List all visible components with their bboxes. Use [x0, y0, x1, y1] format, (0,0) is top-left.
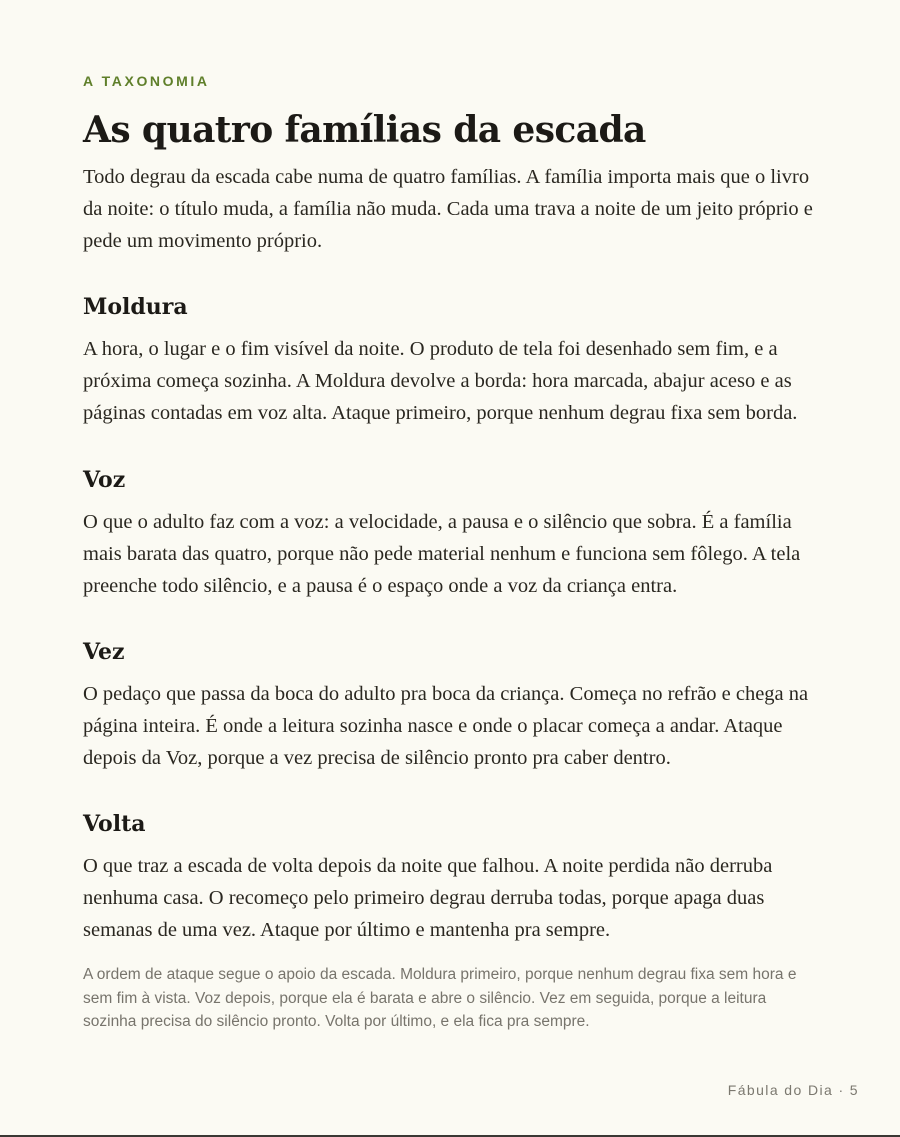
- page-title: As quatro famílias da escada: [83, 109, 646, 151]
- section-heading-volta: Volta: [83, 811, 146, 837]
- section-eyebrow: A TAXONOMIA: [83, 73, 210, 89]
- footnote: A ordem de ataque segue o apoio da escada. Moldura primeiro, porque nenhum degrau fixa sem hora e sem fim à vista. Voz depois, porque ela é barata e abre o silêncio. Vez em seguida, porque a leitura sozinha precisa do silêncio pronto. Volta por último, e ela fica pra sempre.: [83, 966, 797, 1030]
- section-body-voz: O que o adulto faz com a voz: a velocidade, a pausa e o silêncio que sobra. É a família mais barata das quatro, porque não pede material nenhum e funciona sem fôlego. A tela preenche todo silêncio, e a pausa é o espaço onde a voz da criança entra.: [83, 511, 801, 597]
- section-heading-vez: Vez: [83, 639, 125, 665]
- section-body-volta: O que traz a escada de volta depois da noite que falhou. A noite perdida não derruba nenhuma casa. O recomeço pelo primeiro degrau derruba todas, porque apaga duas semanas de uma vez. Ataque por último e mantenha pra sempre.: [83, 855, 773, 941]
- section-heading-moldura: Moldura: [83, 294, 188, 320]
- section-body-vez: O pedaço que passa da boca do adulto pra boca da criança. Começa no refrão e chega na página inteira. É onde a leitura sozinha nasce e onde o placar começa a andar. Ataque depois da Voz, porque a vez precisa de silêncio pronto pra caber dentro.: [83, 683, 809, 769]
- section-heading-voz: Voz: [83, 467, 126, 493]
- intro-paragraph: Todo degrau da escada cabe numa de quatro famílias. A família importa mais que o livro da noite: o título muda, a família não muda. Cada uma trava a noite de um jeito próprio e pede um movimento próprio.: [83, 166, 813, 252]
- section-body-moldura: A hora, o lugar e o fim visível da noite. O produto de tela foi desenhado sem fim, e a próxima começa sozinha. A Moldura devolve a borda: hora marcada, abajur aceso e as páginas contadas em voz alta. Ataque primeiro, porque nenhum degrau fixa sem borda.: [83, 338, 798, 424]
- page-footer: Fábula do Dia · 5: [727, 1082, 859, 1098]
